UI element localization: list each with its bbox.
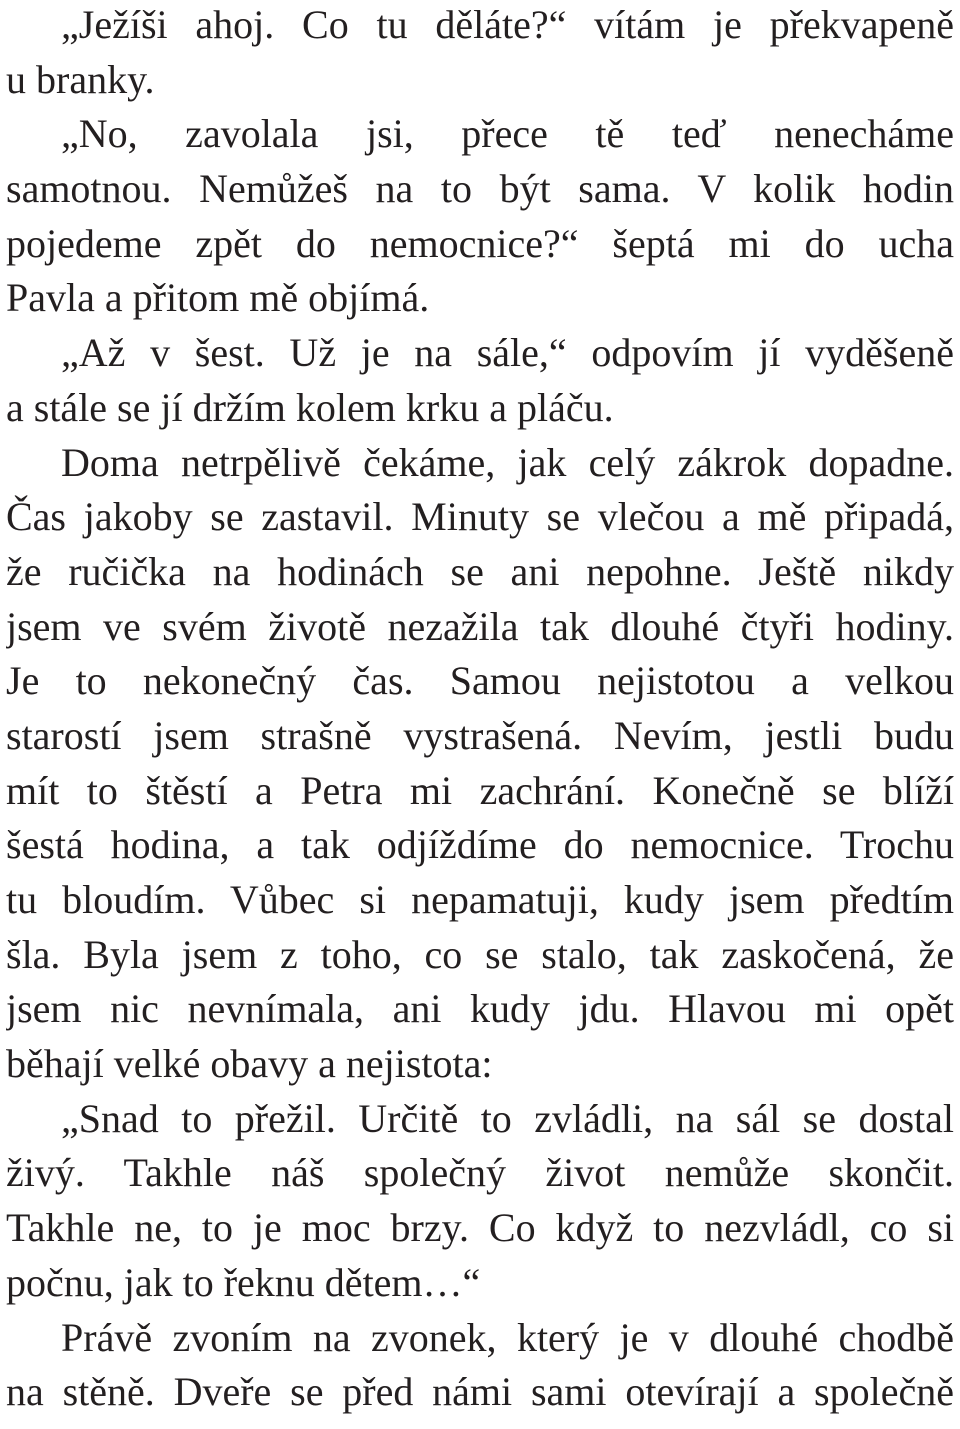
text-line: počnu, jak to řeknu dětem…“ — [6, 1259, 481, 1305]
text-line: a stále se jí držím kolem krku a pláču. — [6, 384, 614, 430]
text-line: Doma netrpělivě čekáme, jak celý zákrok dopadne. — [61, 439, 954, 485]
text-line: Je to nekonečný čas. Samou nejistotou a velkou — [6, 658, 954, 704]
text-line: mít to štěstí a Petra mi zachrání. Konečně se blíží — [6, 767, 954, 813]
text-line: Čas jakoby se zastavil. Minuty se vlečou a mě připadá, — [6, 494, 954, 540]
text-line: běhají velké obavy a nejistota: — [6, 1041, 493, 1087]
body-text — [6, 0, 954, 1420]
text-line: Pavla a přitom mě objímá. — [6, 275, 430, 321]
text-line: jsem ve svém životě nezažila tak dlouhé čtyři hodiny. — [6, 603, 954, 649]
text-line: že ručička na hodinách se ani nepohne. Ještě nikdy — [6, 548, 954, 594]
text-line: jsem nic nevnímala, ani kudy jdu. Hlavou mi opět — [6, 986, 954, 1032]
text-line: šestá hodina, a tak odjíždíme do nemocnice. Trochu — [6, 822, 954, 868]
text-line: živý. Takhle náš společný život nemůže skončit. — [6, 1150, 954, 1196]
text-line: pojedeme zpět do nemocnice?“ šeptá mi do ucha — [6, 220, 954, 266]
text-line: „Až v šest. Už je na sále,“ odpovím jí vyděšeně — [61, 330, 954, 376]
text-line: u branky. — [6, 56, 155, 102]
text-line: tu bloudím. Vůbec si nepamatuji, kudy jsem předtím — [6, 877, 954, 922]
text-line: „Snad to přežil. Určitě to zvládli, na sál se dostal — [61, 1095, 954, 1141]
text-line: „No, zavolala jsi, přece tě teď nenecháme — [61, 111, 954, 157]
text-line: Právě zvoním na zvonek, který je v dlouhé chodbě — [61, 1314, 954, 1360]
text-line: starostí jsem strašně vystrašená. Nevím, jestli budu — [6, 712, 954, 758]
text-line: na stěně. Dveře se před námi sami otevírají a společně — [6, 1369, 954, 1415]
text-line: šla. Byla jsem z toho, co se stalo, tak zaskočená, že — [6, 931, 954, 977]
text-line: samotnou. Nemůžeš na to být sama. V kolik hodin — [6, 166, 954, 212]
text-line: „Ježíši ahoj. Co tu děláte?“ vítám je překvapeně — [61, 2, 954, 47]
text-line: Takhle ne, to je moc brzy. Co když to nezvládl, co si — [6, 1205, 954, 1251]
